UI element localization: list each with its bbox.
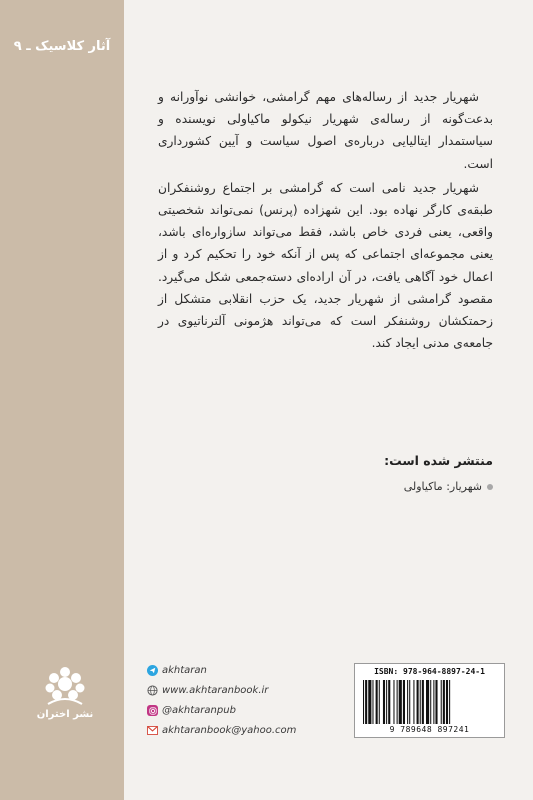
blurb — [158, 86, 493, 354]
globe-icon — [147, 685, 158, 696]
published-item-title: شهریار: ماکیاولی — [403, 480, 482, 493]
blurb-paragraph-1: شهریار جدید از رساله‌های مهم گرامشی، خوانشی نوآورانه و بدعت‌گونه از رساله‌ی شهریار نیکولو ماکیاولی نویسنده و سیاستمدار ایتالیایی درباره‌ی اصول سیاست و آیین کشورداری است. — [158, 90, 493, 171]
contact-list — [147, 662, 347, 742]
email-icon — [147, 725, 158, 736]
barcode-box — [354, 663, 505, 738]
telegram-icon — [147, 665, 158, 676]
instagram-handle: @akhtaranpub — [162, 705, 236, 716]
published-item — [300, 480, 493, 493]
published-heading: منتشر شده است: — [384, 453, 493, 468]
email-address: akhtaranbook@yahoo.com — [162, 725, 297, 736]
blurb-paragraph-2: شهریار جدید نامی است که گرامشی بر اجتماع روشنفکران طبقه‌ی کارگر نهاده بود. این شهزاده (پرنس) نمی‌تواند شخصیتی واقعی، یعنی فردی خاص باشد، فقط می‌تواند سازواره‌ای باشد، یعنی مجموعه‌ای اجتماعی که پس از آنکه خود را تحکیم کرد و از اعمال خود آگاهی یافت، در آن اراده‌ای دسته‌جمعی شکل می‌گیرد. مقصود گرامشی از شهریار جدید، یک حزب انقلابی متشکل از زحمتکشان روشنفکر است که می‌تواند هژمونی آلترناتیوی در جامعه‌ی مدنی ایجاد کند. — [158, 180, 493, 351]
contact-instagram[interactable] — [147, 702, 347, 719]
bullet-icon — [487, 484, 493, 490]
series-label: آثار کلاسیک ـ ۹ — [13, 39, 111, 54]
publisher-logo-icon — [40, 664, 90, 708]
isbn-text: ISBN: 978-964-8897-24-1 — [374, 667, 485, 676]
website-url: www.akhtaranbook.ir — [162, 685, 269, 696]
telegram-handle: akhtaran — [162, 665, 207, 676]
barcode-bars — [361, 680, 498, 724]
contact-email[interactable] — [147, 722, 347, 739]
publisher-name: نشر اختران — [36, 709, 94, 720]
contact-telegram[interactable] — [147, 662, 347, 679]
contact-website[interactable] — [147, 682, 347, 699]
barcode-digits: 9 789648 897241 — [389, 725, 470, 734]
instagram-icon — [147, 705, 158, 716]
